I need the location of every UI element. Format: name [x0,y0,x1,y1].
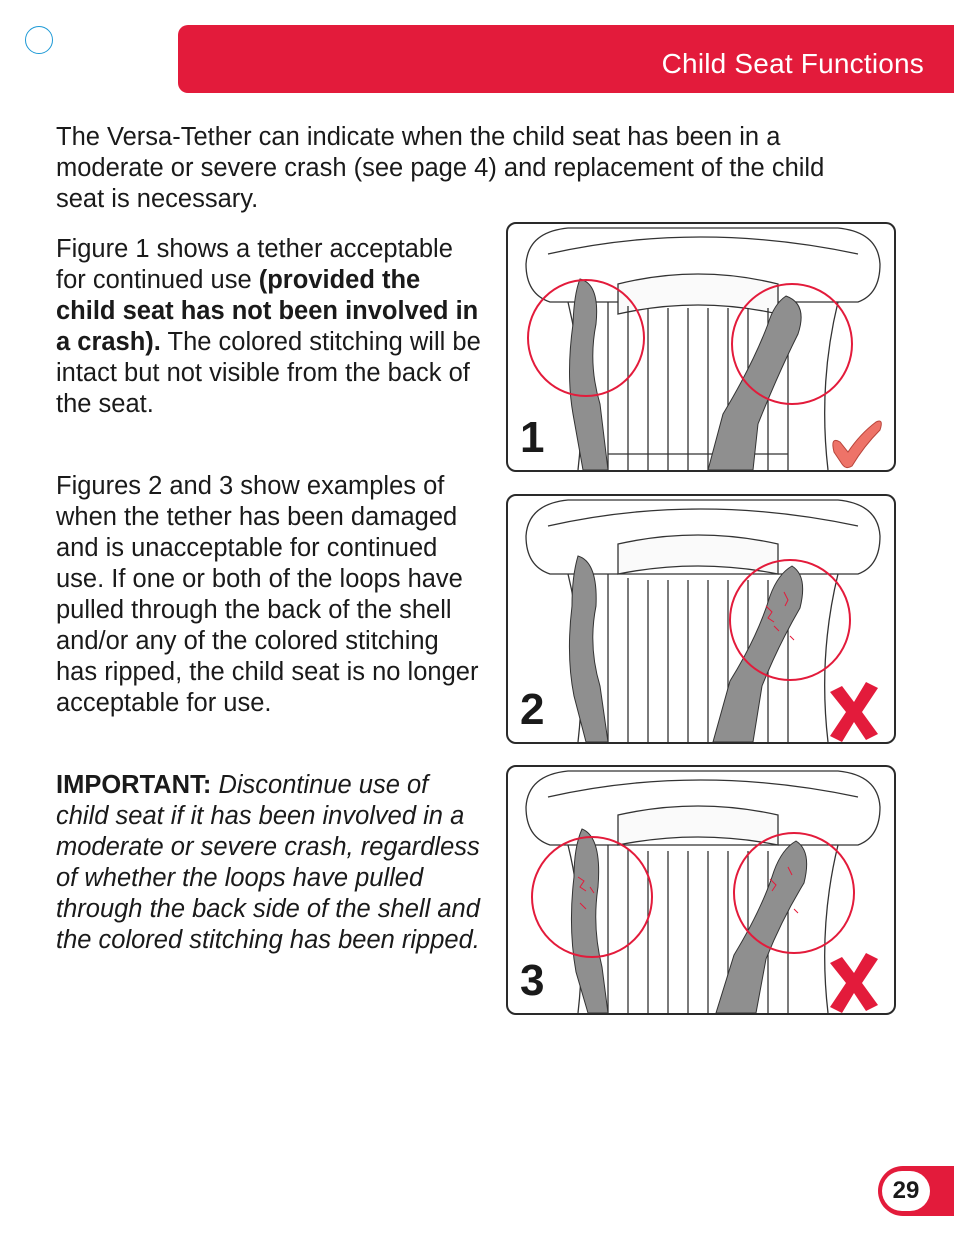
figure1-lead: Figure 1 shows a tether acceptable for continued use [56,235,453,294]
section-header [178,25,954,93]
registration-circle [25,26,53,54]
figure-3 [506,765,896,1015]
x-mark-icon [830,682,878,742]
page-number: 29 [882,1171,930,1211]
figure-number: 3 [520,956,545,1005]
figures23-paragraph: Figures 2 and 3 show examples of when the tether has been damaged and is unacceptable for continued use. If one or both of the loops have pulled through the back of the shell and/or any of the colored stitching has ripped, the child seat is no longer acceptable for use. [56,472,479,717]
figure-1 [506,222,896,472]
important-text: Discontinue use of child seat if it has been involved in a moderate or severe crash, regardless of whether the loops have pulled through the back side of the shell and the colored stitching has been ripped. [56,771,480,954]
figure-2 [506,494,896,744]
important-paragraph [56,770,486,956]
figure1-bold-note: (provided the child seat has not been involved in a crash). [56,266,479,356]
important-label: IMPORTANT: [56,771,212,799]
section-title: Child Seat Functions [661,48,924,79]
seat-tether-illustration-2 [508,496,894,742]
figure-number: 2 [520,685,545,734]
page-number-badge [878,1166,954,1216]
figure-number: 1 [520,413,545,462]
intro-paragraph: The Versa-Tether can indicate when the child seat has been in a moderate or severe crash (see page 4) and replacement of the child seat is necessary. [56,123,825,213]
checkmark-icon [833,421,881,468]
figure1-rest: The colored stitching will be intact but not visible from the back of the seat. [56,328,481,418]
seat-tether-illustration-1 [508,224,894,470]
x-mark-icon [830,953,878,1013]
figure1-paragraph [56,234,486,420]
seat-tether-illustration-3 [508,767,894,1013]
